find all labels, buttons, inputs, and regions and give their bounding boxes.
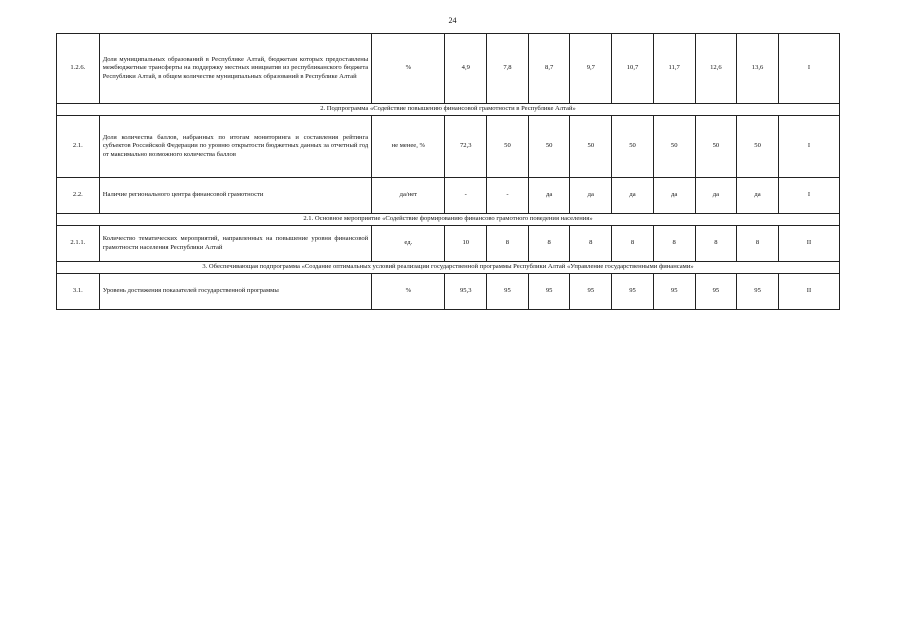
value-cell: да — [570, 178, 612, 214]
unit-cell: да/нет — [372, 178, 445, 214]
indicator-description: Доля количества баллов, набранных по итогам мониторинга и составления рейтинга субъектов Российской Федерации по уровню открытости бюджетных данных за отчетный год от максимально возможного количества баллов — [99, 116, 372, 178]
section-title: 2.1. Основное мероприятие «Содействие формированию финансово грамотного поведения населения» — [57, 214, 840, 226]
unit-cell: ед. — [372, 226, 445, 262]
value-cell: да — [612, 178, 654, 214]
indicators-table — [56, 33, 840, 310]
value-cell: 72,3 — [445, 116, 487, 178]
value-cell: 95,3 — [445, 274, 487, 310]
unit-cell: % — [372, 274, 445, 310]
value-cell: да — [653, 178, 695, 214]
value-cell: 50 — [653, 116, 695, 178]
value-cell: 50 — [487, 116, 529, 178]
value-cell: 95 — [570, 274, 612, 310]
value-cell: 10 — [445, 226, 487, 262]
value-cell: 95 — [528, 274, 570, 310]
row-number: 2.1. — [57, 116, 100, 178]
section-title: 2. Подпрограмма «Содействие повышению финансовой грамотности в Республике Алтай» — [57, 104, 840, 116]
value-cell: 50 — [612, 116, 654, 178]
category-cell: II — [778, 274, 839, 310]
category-cell: I — [778, 34, 839, 104]
value-cell: - — [445, 178, 487, 214]
value-cell: 95 — [653, 274, 695, 310]
value-cell: 13,6 — [737, 34, 779, 104]
value-cell: 50 — [695, 116, 737, 178]
row-number: 2.1.1. — [57, 226, 100, 262]
row-number: 1.2.6. — [57, 34, 100, 104]
value-cell: 10,7 — [612, 34, 654, 104]
value-cell: 8 — [653, 226, 695, 262]
indicator-description: Количество тематических мероприятий, направленных на повышение уровня финансовой грамотности населения Республики Алтай — [99, 226, 372, 262]
value-cell: 50 — [737, 116, 779, 178]
table-row — [57, 226, 840, 262]
value-cell: 95 — [612, 274, 654, 310]
value-cell: да — [528, 178, 570, 214]
value-cell: 8 — [487, 226, 529, 262]
unit-cell: не менее, % — [372, 116, 445, 178]
section-title: 3. Обеспечивающая подпрограмма «Создание оптимальных условий реализации государственной программы Республики Алтай «Управление государственными финансами» — [57, 262, 840, 274]
table-row — [57, 34, 840, 104]
section-row — [57, 214, 840, 226]
table-row — [57, 178, 840, 214]
value-cell: 8 — [737, 226, 779, 262]
value-cell: 9,7 — [570, 34, 612, 104]
category-cell: II — [778, 226, 839, 262]
value-cell: 95 — [487, 274, 529, 310]
page-number: 24 — [448, 16, 457, 25]
section-row — [57, 104, 840, 116]
value-cell: - — [487, 178, 529, 214]
value-cell: 8 — [612, 226, 654, 262]
value-cell: 8,7 — [528, 34, 570, 104]
value-cell: 8 — [570, 226, 612, 262]
value-cell: 50 — [528, 116, 570, 178]
category-cell: I — [778, 178, 839, 214]
value-cell: 11,7 — [653, 34, 695, 104]
value-cell: да — [695, 178, 737, 214]
unit-cell: % — [372, 34, 445, 104]
value-cell: 95 — [737, 274, 779, 310]
value-cell: 8 — [695, 226, 737, 262]
row-number: 3.1. — [57, 274, 100, 310]
row-number: 2.2. — [57, 178, 100, 214]
value-cell: 7,8 — [487, 34, 529, 104]
section-row — [57, 262, 840, 274]
indicator-description: Доля муниципальных образований в Республике Алтай, бюджетам которых предоставлены межбюджетные трансферты на поддержку местных инициатив из республиканского бюджета Республики Алтай, в общем количестве муниципальных образований в Республике Алтай — [99, 34, 372, 104]
table-row — [57, 116, 840, 178]
value-cell: 4,9 — [445, 34, 487, 104]
category-cell: I — [778, 116, 839, 178]
value-cell: 12,6 — [695, 34, 737, 104]
indicator-description: Наличие регионального центра финансовой грамотности — [99, 178, 372, 214]
value-cell: 50 — [570, 116, 612, 178]
indicator-description: Уровень достижения показателей государственной программы — [99, 274, 372, 310]
value-cell: 95 — [695, 274, 737, 310]
table-row — [57, 274, 840, 310]
value-cell: да — [737, 178, 779, 214]
value-cell: 8 — [528, 226, 570, 262]
